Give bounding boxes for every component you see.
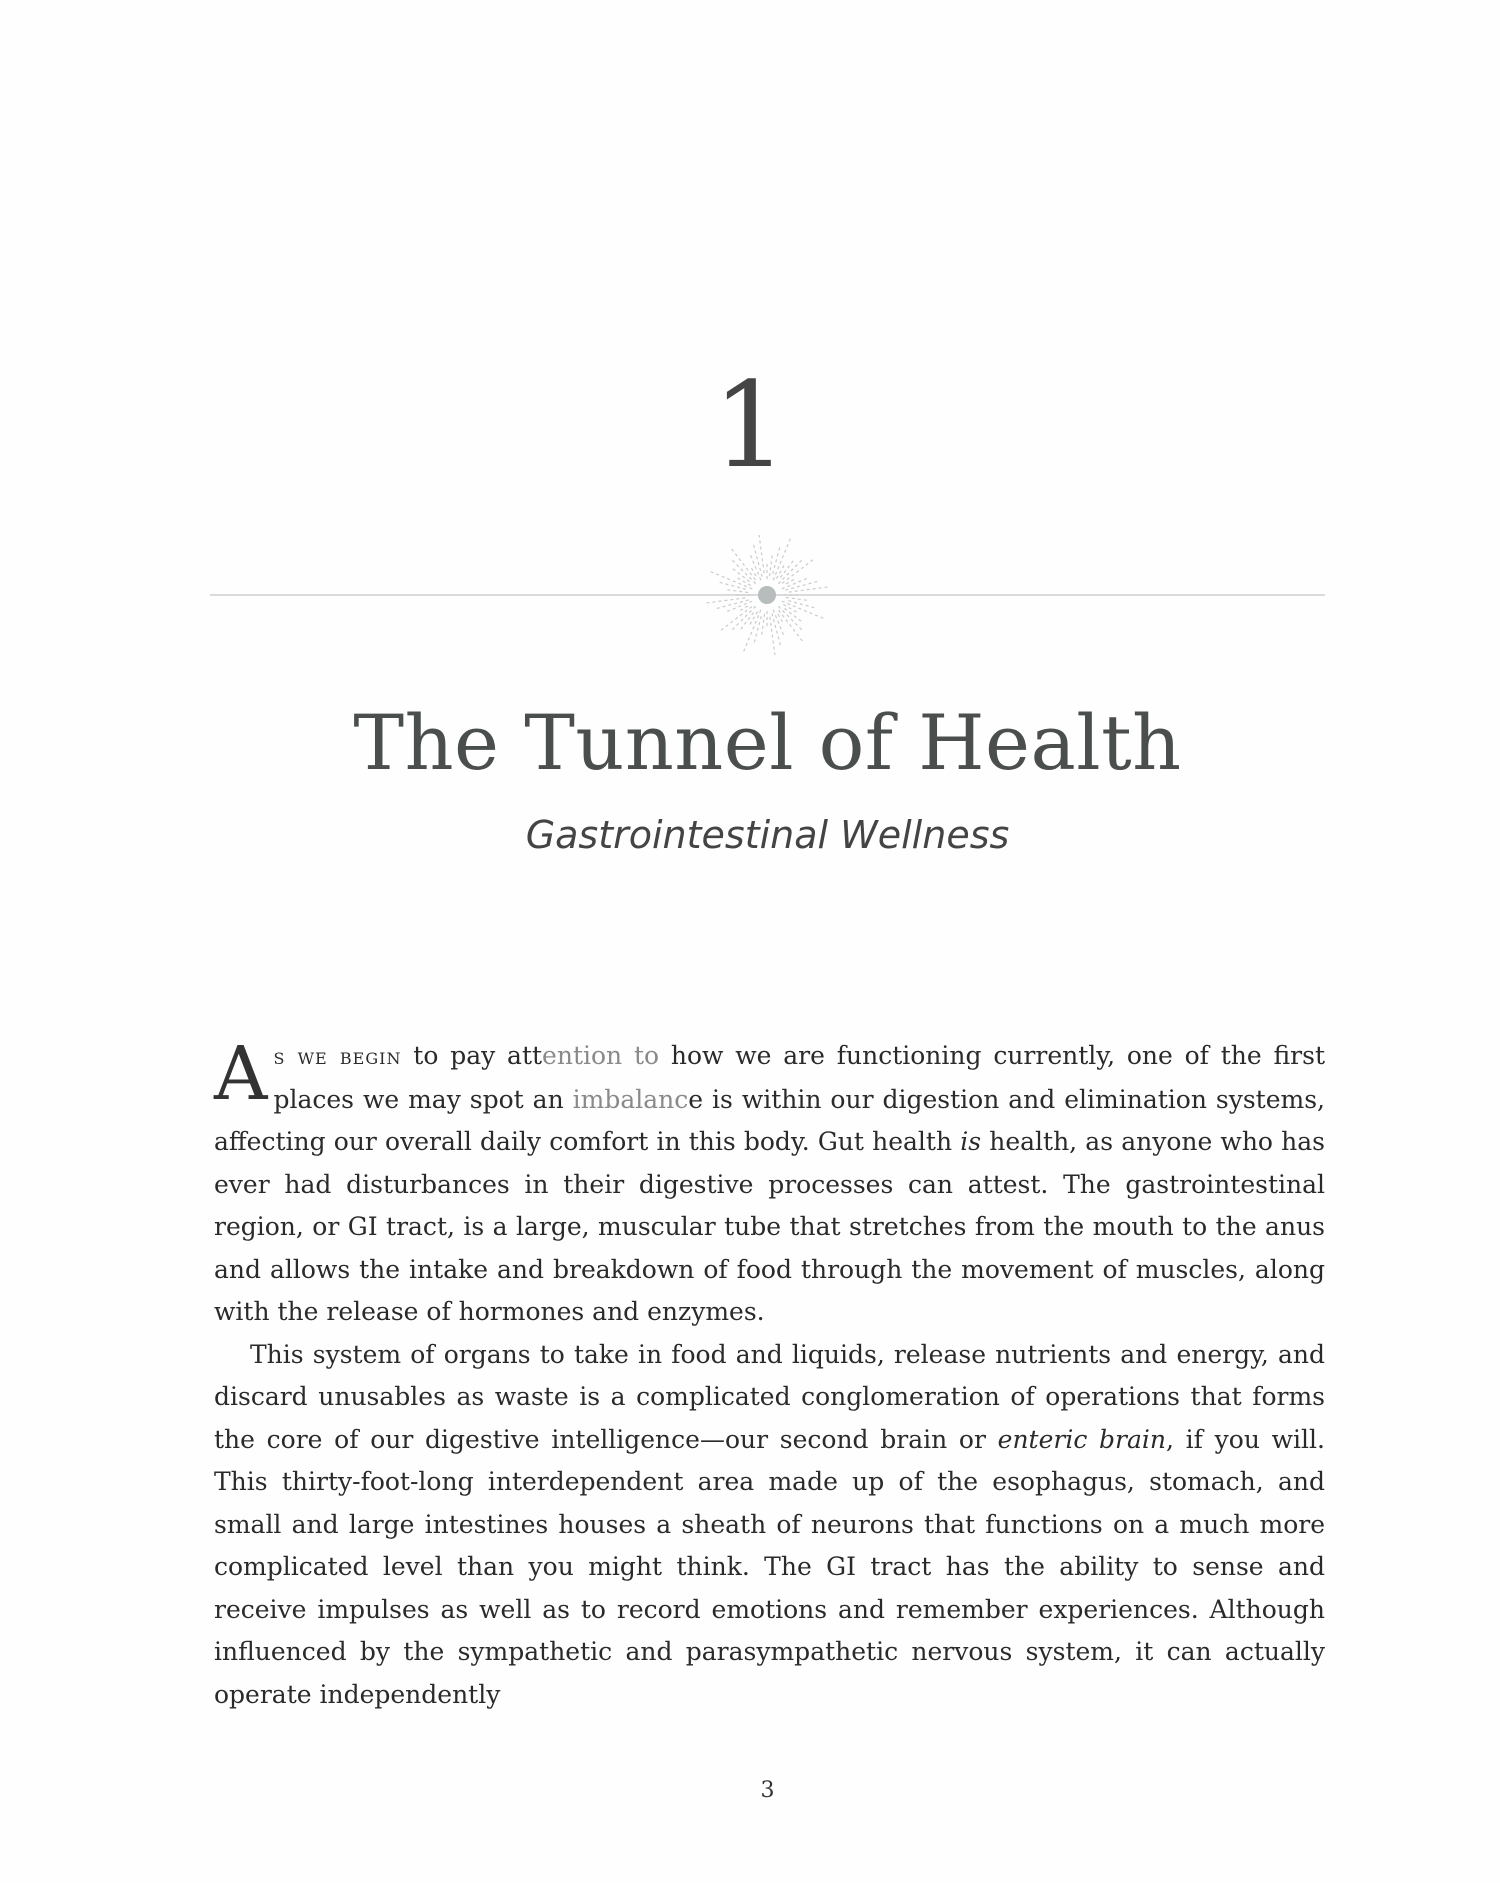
body-text (214, 1031, 1325, 1716)
chapter-subtitle: Gastrointestinal Wellness (525, 813, 1010, 857)
drop-cap: A (214, 1031, 268, 1117)
faint-text-run: imbalanc (572, 1084, 689, 1114)
text-run: how we are functioning currently, one of the first places we may spot an (273, 1041, 1325, 1114)
text-run: e is within our digestion and elimination systems, affecting our overall daily comfort in this body. Gut health (214, 1084, 1325, 1156)
chapter-ornament-sunburst-icon (210, 535, 1325, 655)
text-run: to pay att (401, 1041, 543, 1070)
text-run: , if you will. This thirty-foot-long interdependent area made up of the esophagus, stomach, and small and large intestines houses a sheath of neurons that functions on a much more complicated level than you might think. The GI tract has the ability to sense and receive impulses as well as to record emotions and remember experiences. Although influenced by the sympathetic and parasympathetic nervous system, it can actually operate independently (214, 1424, 1325, 1709)
chapter-title: The Tunnel of Health (353, 698, 1182, 787)
lead-in-small-caps: s we begin (273, 1044, 402, 1070)
paragraph-1 (214, 1031, 1325, 1334)
emphasis: enteric brain (997, 1424, 1167, 1454)
text-run: health, as anyone who has ever had disturbances in their digestive processes can attest. The gastrointestinal region, or GI tract, is a large, muscular tube that stretches from the mouth to the anus and allows the intake and breakdown of food through the movement of muscles, along with the release of hormones and enzymes. (214, 1127, 1325, 1326)
paragraph-2 (214, 1334, 1325, 1717)
emphasis: is (960, 1127, 982, 1156)
faint-text-run: ention to (542, 1041, 660, 1070)
page-number: 3 (760, 1778, 775, 1803)
chapter-number: 1 (712, 356, 788, 494)
text-run: This system of organs to take in food and liquids, release nutrients and energy, and discard unusables as waste is a complicated conglomeration of operations that forms the core of our digestive intelligence—our second brain or (214, 1339, 1325, 1454)
